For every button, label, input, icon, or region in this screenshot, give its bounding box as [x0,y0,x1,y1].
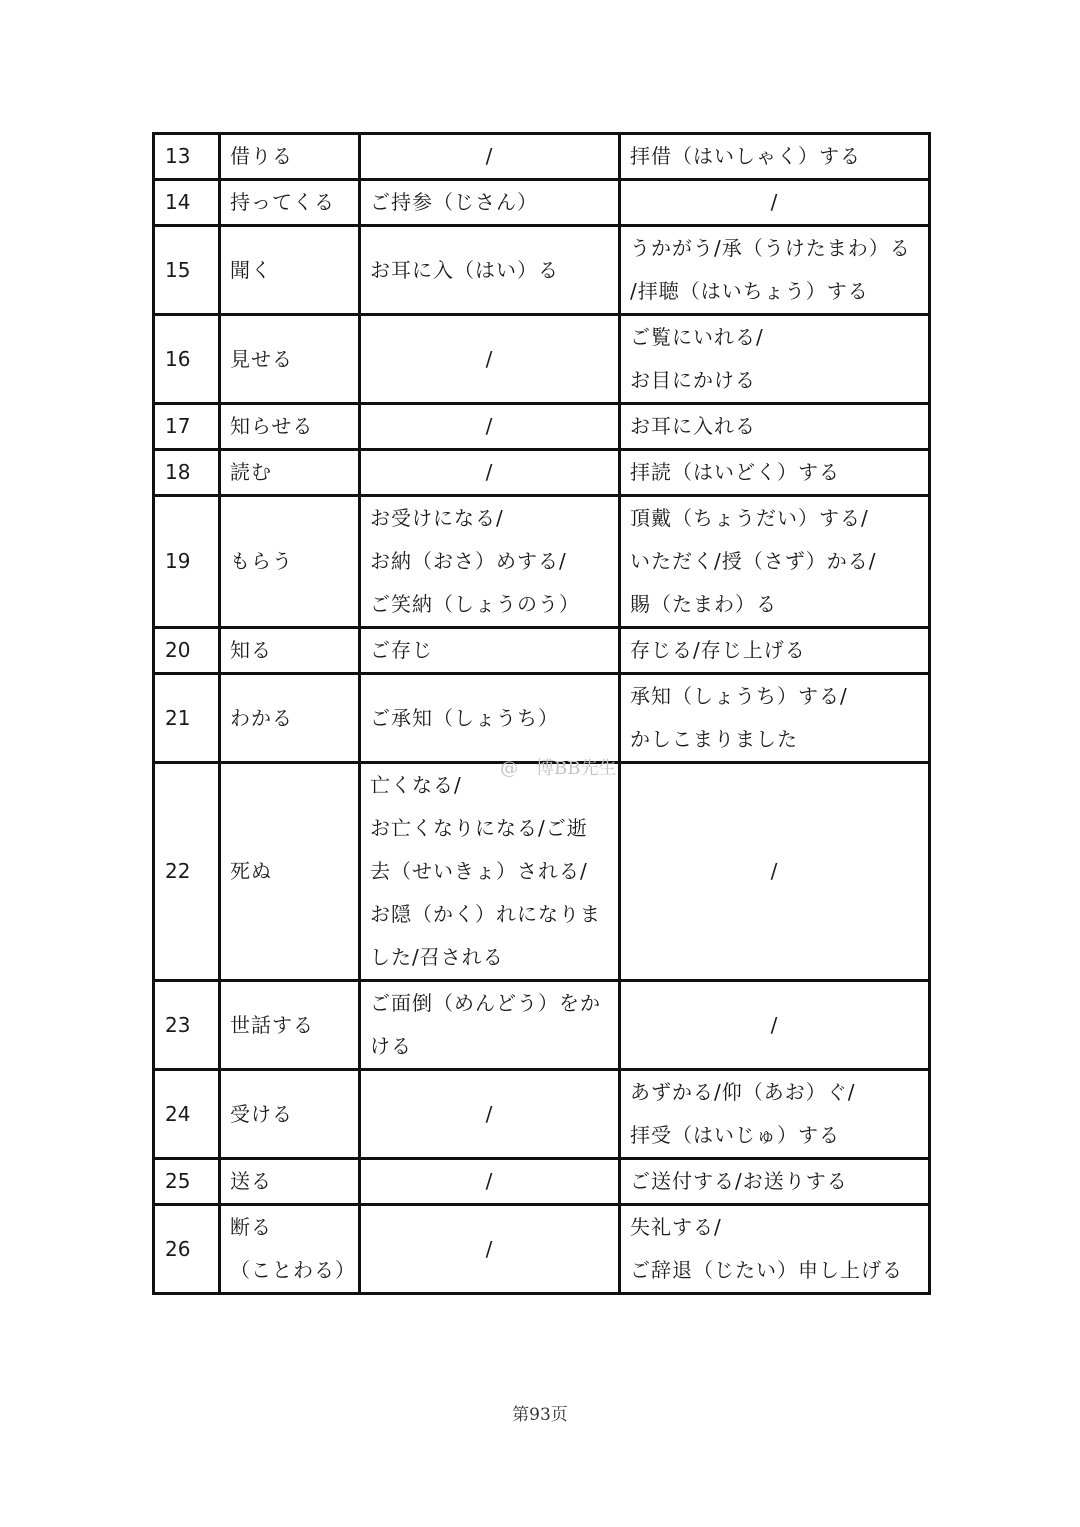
cell-text-line: 知らせる [230,414,314,438]
cell-text-line: ご面倒（めんどう）をか [370,991,601,1015]
cell-text-line: ご存じ [370,638,433,662]
humble-form-cell [620,628,930,674]
respectful-form-cell [360,496,620,628]
respectful-form-cell [360,1159,620,1205]
honorific-expression-table [152,132,931,1295]
cell-text-line: 頂戴（ちょうだい）する/ [630,506,869,530]
plain-verb-cell [220,981,360,1070]
humble-form-cell [620,450,930,496]
table-row [154,981,930,1070]
humble-form-cell [620,404,930,450]
humble-form-cell [620,763,930,981]
cell-text-line: わかる [230,705,293,730]
respectful-form-cell [360,226,620,315]
cell-text-line: 賜（たまわ）る [630,592,777,616]
cell-text-line: 死ぬ [230,859,272,883]
cell-text-line: / [485,1236,494,1261]
row-number-cell: 19 [154,496,220,628]
cell-text-line: お亡くなりになる/ご逝 [370,816,588,840]
table-row [154,763,930,981]
row-number-cell: 26 [154,1205,220,1294]
cell-text-line: / [770,190,779,214]
respectful-form-cell [360,404,620,450]
row-number-cell: 20 [154,628,220,674]
table-row [154,1070,930,1159]
cell-text-line: ける [370,1034,412,1058]
plain-verb-cell [220,496,360,628]
cell-text-line: 送る [230,1169,272,1193]
cell-text-line: 断る [230,1215,272,1239]
row-number-cell: 24 [154,1070,220,1159]
cell-text-line: 承知（しょうち）する/ [630,684,848,708]
humble-form-cell [620,226,930,315]
cell-text-line: した/召される [370,945,504,969]
cell-text-line: 読む [230,460,272,484]
cell-text-line: / [485,1101,494,1126]
plain-verb-cell [220,226,360,315]
humble-form-cell [620,1205,930,1294]
table-row [154,496,930,628]
cell-text-line: 借りる [230,144,293,168]
plain-verb-cell [220,1070,360,1159]
cell-text-line: 亡くなる/ [370,773,462,797]
respectful-form-cell [360,450,620,496]
row-number-cell: 25 [154,1159,220,1205]
respectful-form-cell [360,1070,620,1159]
row-number-cell: 13 [154,134,220,180]
row-number-cell: 23 [154,981,220,1070]
plain-verb-cell [220,674,360,763]
respectful-form-cell [360,628,620,674]
cell-text-line: / [485,1169,494,1193]
cell-text-line: ご送付する/お送りする [630,1169,848,1193]
cell-text-line: 知る [230,638,272,662]
row-number-cell: 21 [154,674,220,763]
cell-text-line: 拝読（はいどく）する [630,460,840,484]
cell-text-line: いただく/授（さず）かる/ [630,549,877,573]
cell-text-line: お隠（かく）れになりま [370,902,601,926]
table-row [154,404,930,450]
table-row [154,450,930,496]
row-number-cell: 22 [154,763,220,981]
respectful-form-cell [360,134,620,180]
row-number-cell: 18 [154,450,220,496]
table-row [154,315,930,404]
cell-text-line: 見せる [230,346,293,371]
cell-text-line: ご承知（しょうち） [370,705,559,730]
cell-text-line: / [485,144,494,168]
table-row [154,1205,930,1294]
table-row [154,674,930,763]
table-row [154,134,930,180]
row-number-cell: 15 [154,226,220,315]
humble-form-cell [620,315,930,404]
cell-text-line: もらう [230,549,293,573]
cell-text-line: / [770,859,779,883]
humble-form-cell [620,134,930,180]
humble-form-cell [620,674,930,763]
table-row [154,628,930,674]
cell-text-line: ご持参（じさん） [370,190,538,214]
plain-verb-cell [220,763,360,981]
respectful-form-cell [360,981,620,1070]
respectful-form-cell [360,180,620,226]
cell-text-line: 去（せいきょ）される/ [370,859,588,883]
cell-text-line: お耳に入れる [630,414,756,438]
humble-form-cell [620,496,930,628]
plain-verb-cell [220,1159,360,1205]
plain-verb-cell [220,315,360,404]
cell-text-line: 拝借（はいしゃく）する [630,144,861,168]
table-row [154,1159,930,1205]
cell-text-line: お耳に入（はい）る [370,257,559,282]
respectful-form-cell [360,674,620,763]
respectful-form-cell [360,315,620,404]
cell-text-line: うかがう/承（うけたまわ）る [630,236,911,260]
cell-text-line: ご辞退（じたい）申し上げる [630,1258,903,1282]
humble-form-cell [620,1070,930,1159]
cell-text-line: ご覧にいれる/ [630,325,764,349]
cell-text-line: /拝聴（はいちょう）する [630,279,869,303]
row-number-cell: 14 [154,180,220,226]
page-number: 第93页 [512,1405,568,1425]
humble-form-cell [620,180,930,226]
cell-text-line: / [770,1012,779,1037]
plain-verb-cell [220,628,360,674]
cell-text-line: 世話する [230,1012,314,1037]
table-body [154,134,930,1294]
cell-text-line: / [485,460,494,484]
respectful-form-cell [360,1205,620,1294]
table-row [154,180,930,226]
row-number-cell: 17 [154,404,220,450]
cell-text-line: 存じる/存じ上げる [630,638,806,662]
plain-verb-cell [220,1205,360,1294]
cell-text-line: あずかる/仰（あお）ぐ/ [630,1080,856,1104]
humble-form-cell [620,981,930,1070]
cell-text-line: お納（おさ）めする/ [370,549,567,573]
cell-text-line: 拝受（はいじゅ）する [630,1123,840,1147]
humble-form-cell [620,1159,930,1205]
cell-text-line: お目にかける [630,368,756,392]
cell-text-line: （ことわる） [230,1258,356,1282]
cell-text-line: お受けになる/ [370,506,504,530]
plain-verb-cell [220,404,360,450]
cell-text-line: / [485,414,494,438]
plain-verb-cell [220,180,360,226]
cell-text-line: / [485,346,494,371]
cell-text-line: ご笑納（しょうのう） [370,592,580,616]
row-number-cell: 16 [154,315,220,404]
cell-text-line: 失礼する/ [630,1215,722,1239]
watermark: @ 博BB先生 [500,758,617,779]
cell-text-line: かしこまりました [630,727,798,751]
respectful-form-cell [360,763,620,981]
cell-text-line: 聞く [230,257,272,282]
table-row [154,226,930,315]
plain-verb-cell [220,134,360,180]
cell-text-line: 持ってくる [230,190,335,214]
plain-verb-cell [220,450,360,496]
cell-text-line: 受ける [230,1101,293,1126]
